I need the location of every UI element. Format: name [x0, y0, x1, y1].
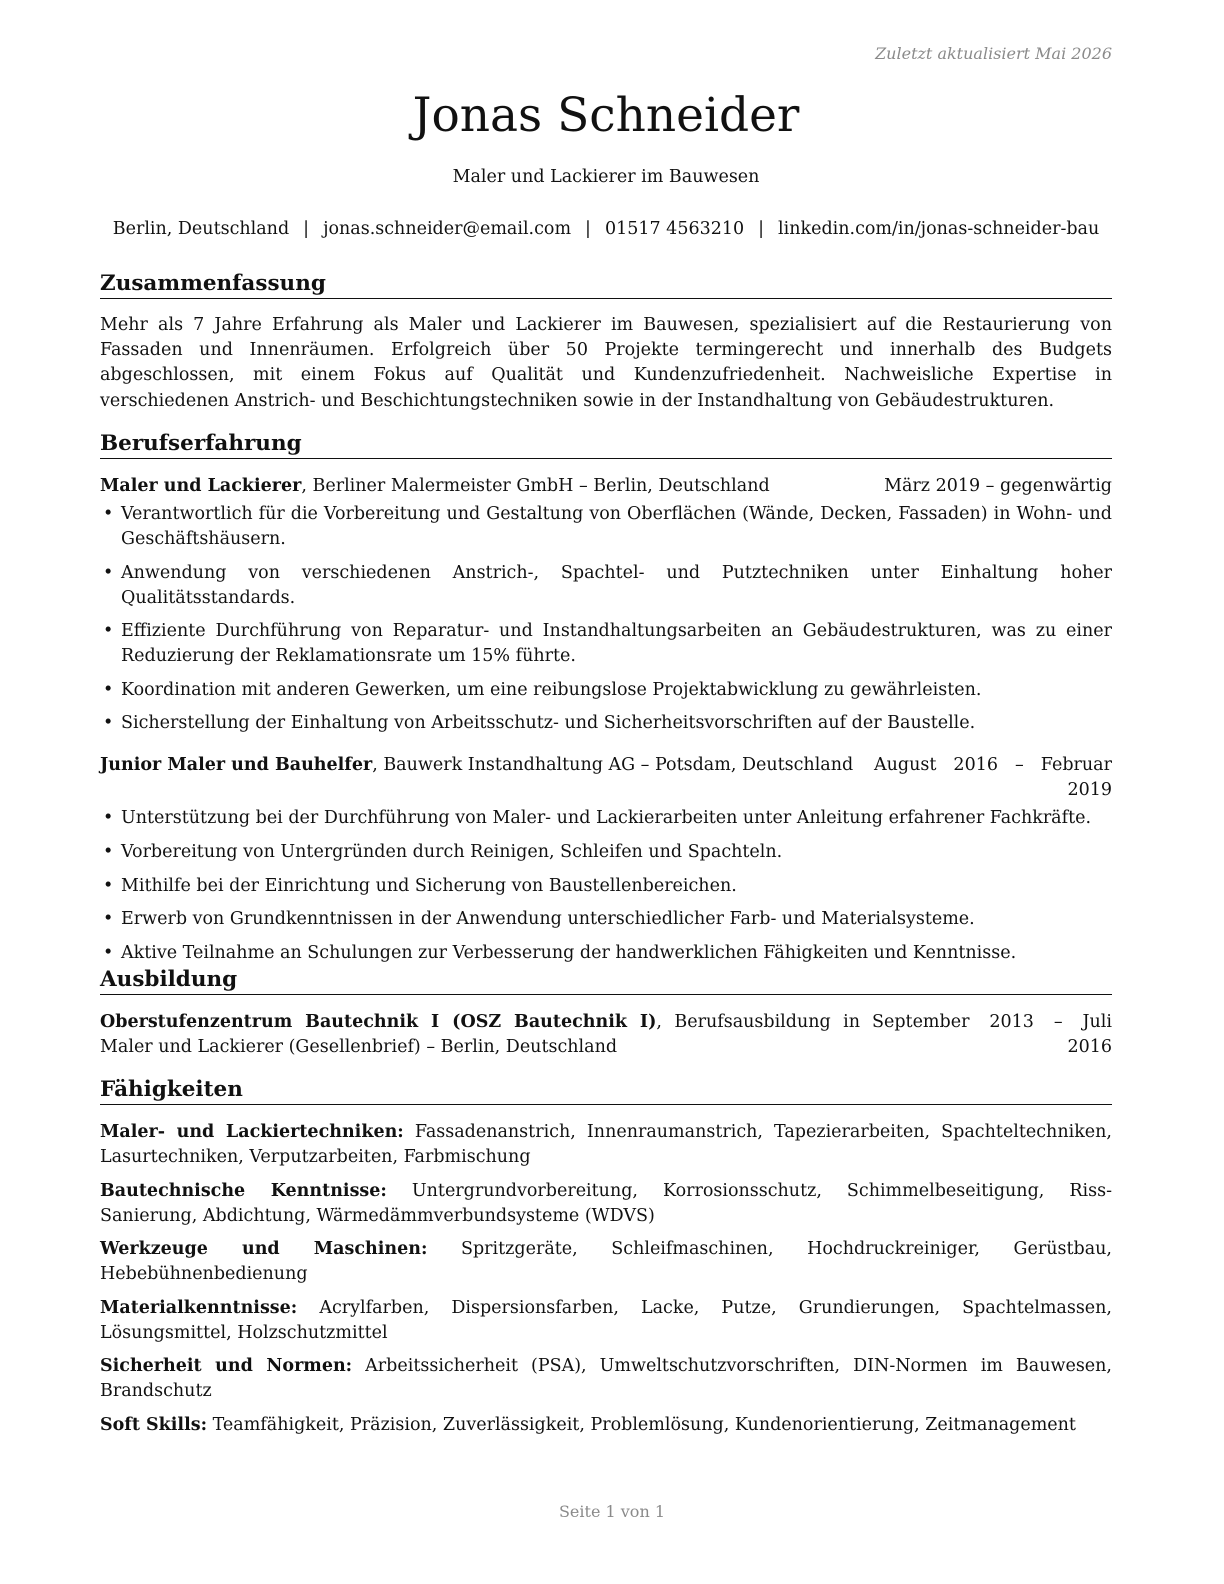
section-title-experience: Berufserfahrung — [100, 430, 1112, 459]
list-item: • Sicherstellung der Einhaltung von Arbeitsschutz- und Sicherheitsvorschriften auf der Baustelle. — [103, 713, 976, 734]
list-item: • Mithilfe bei der Einrichtung und Sicherung von Baustellenbereichen. — [103, 875, 737, 896]
contact-separator: | — [758, 219, 765, 239]
list-item: • Aktive Teilnahme an Schulungen zur Verbesserung der handwerklichen Fähigkeiten und Kenntnisse. — [103, 942, 1017, 963]
experience-section — [100, 430, 1112, 974]
list-item: • Unterstützung bei der Durchführung von Maler- und Lackierarbeiten unter Anleitung erfahrener Fachkräfte. — [103, 808, 1092, 829]
education-school: Oberstufenzentrum Bautechnik I (OSZ Bautechnik I) — [100, 1012, 657, 1032]
job-org: , Berliner Malermeister GmbH – Berlin, Deutschland — [301, 476, 770, 496]
job-role: Junior Maler und Bauhelfer — [100, 755, 373, 776]
skill-item: Bautechnische Kenntnisse: Untergrundvorbereitung, Korrosionsschutz, Schimmelbeseitigung, Riss-Sanierung, Abdichtung, Wärmedämmverbundsysteme (WDVS) — [100, 1180, 1112, 1226]
list-item: • Vorbereitung von Untergründen durch Reinigen, Schleifen und Spachteln. — [103, 841, 783, 862]
list-item: • Effiziente Durchführung von Reparatur- und Instandhaltungsarbeiten an Gebäudestrukturen, was zu einer Reduzierung der Reklamationsrate um 15% führte. — [103, 621, 1112, 667]
contact-separator: | — [303, 219, 310, 239]
contact-separator: | — [585, 219, 591, 239]
job-header — [100, 474, 1112, 499]
skill-item: Maler- und Lackiertechniken: Fassadenanstrich, Innenraumanstrich, Tapezierarbeiten, Spachteltechniken, Lasurtechniken, Verputzarbeiten, Farbmischung — [100, 1122, 1112, 1167]
skill-item: Materialkenntnisse: Acrylfarben, Dispersionsfarben, Lacke, Putze, Grundierungen, Spachtelmassen, Lösungsmittel, Holzschutzmittel — [100, 1297, 1112, 1343]
candidate-headline: Maler und Lackierer im Bauwesen — [452, 167, 760, 187]
job-header — [100, 753, 1112, 803]
contact-line — [80, 219, 1132, 239]
skill-item: Werkzeuge und Maschinen: Spritzgeräte, Schleifmaschinen, Hochdruckreiniger, Gerüstbau, Hebebühnenbedienung — [100, 1239, 1112, 1284]
job-bullets — [100, 502, 1112, 736]
contact-linkedin[interactable]: linkedin.com/in/jonas-schneider-bau — [778, 219, 1100, 239]
education-entry — [100, 1010, 1112, 1060]
list-item: • Erwerb von Grundkenntnissen in der Anwendung unterschiedlicher Farb- und Materialsysteme. — [103, 909, 975, 930]
skill-item: Soft Skills: Teamfähigkeit, Präzision, Zuverlässigkeit, Problemlösung, Kundenorientierung, Zeitmanagement — [100, 1414, 1076, 1435]
education-detail: , Berufsausbildung in Maler und Lackierer (Gesellenbrief) – Berlin, Deutschland — [100, 1012, 860, 1057]
job-entry — [100, 753, 1112, 965]
contact-email[interactable]: jonas.schneider@email.com — [323, 219, 572, 239]
list-item: • Verantwortlich für die Vorbereitung und Gestaltung von Oberflächen (Wände, Decken, Fassaden) in Wohn- und Geschäftshäusern. — [103, 504, 1112, 549]
summary-section — [100, 270, 1112, 414]
list-item: • Anwendung von verschiedenen Anstrich-, Spachtel- und Putztechniken unter Einhaltung hoher Qualitätsstandards. — [103, 562, 1112, 608]
education-date: September 2013 – Juli 2016 — [872, 1012, 1112, 1057]
page-number: Seite 1 von 1 — [558, 1502, 666, 1521]
job-org: , Bauwerk Instandhaltung AG – Potsdam, Deutschland — [372, 755, 854, 776]
job-date: März 2019 – gegenwärtig — [884, 476, 1112, 496]
section-title-summary: Zusammenfassung — [100, 270, 1112, 299]
last-updated: Zuletzt aktualisiert Mai 2026 — [875, 44, 1112, 63]
skills-section — [100, 1076, 1112, 1446]
candidate-name: Jonas Schneider — [412, 88, 800, 143]
section-title-skills: Fähigkeiten — [100, 1076, 1112, 1105]
job-role: Maler und Lackierer — [100, 476, 302, 496]
education-section — [100, 966, 1112, 1060]
skill-item: Sicherheit und Normen: Arbeitssicherheit (PSA), Umweltschutzvorschriften, DIN-Normen im Bauwesen, Brandschutz — [100, 1356, 1112, 1401]
job-bullets — [100, 806, 1112, 965]
job-entry — [100, 474, 1112, 736]
skills-list — [100, 1120, 1112, 1438]
contact-phone[interactable]: 01517 4563210 — [604, 219, 745, 239]
job-date: August 2016 – Februar 2019 — [874, 755, 1112, 801]
summary-text: Mehr als 7 Jahre Erfahrung als Maler und Lackierer im Bauwesen, spezialisiert auf die Restaurierung von Fassaden und Innenräumen. Erfolgreich über 50 Projekte termingerecht und innerhalb des Budgets abgeschlossen, mit einem Fokus auf Qualität und Kundenzufriedenheit. Nachweisliche Expertise in verschiedenen Anstrich- und Beschichtungstechniken sowie in der Instandhaltung von Gebäudestrukturen. — [100, 315, 1112, 411]
section-title-education: Ausbildung — [100, 966, 1112, 995]
contact-location: Berlin, Deutschland — [112, 219, 290, 239]
list-item: • Koordination mit anderen Gewerken, um eine reibungslose Projektabwicklung zu gewährleisten. — [103, 679, 982, 700]
